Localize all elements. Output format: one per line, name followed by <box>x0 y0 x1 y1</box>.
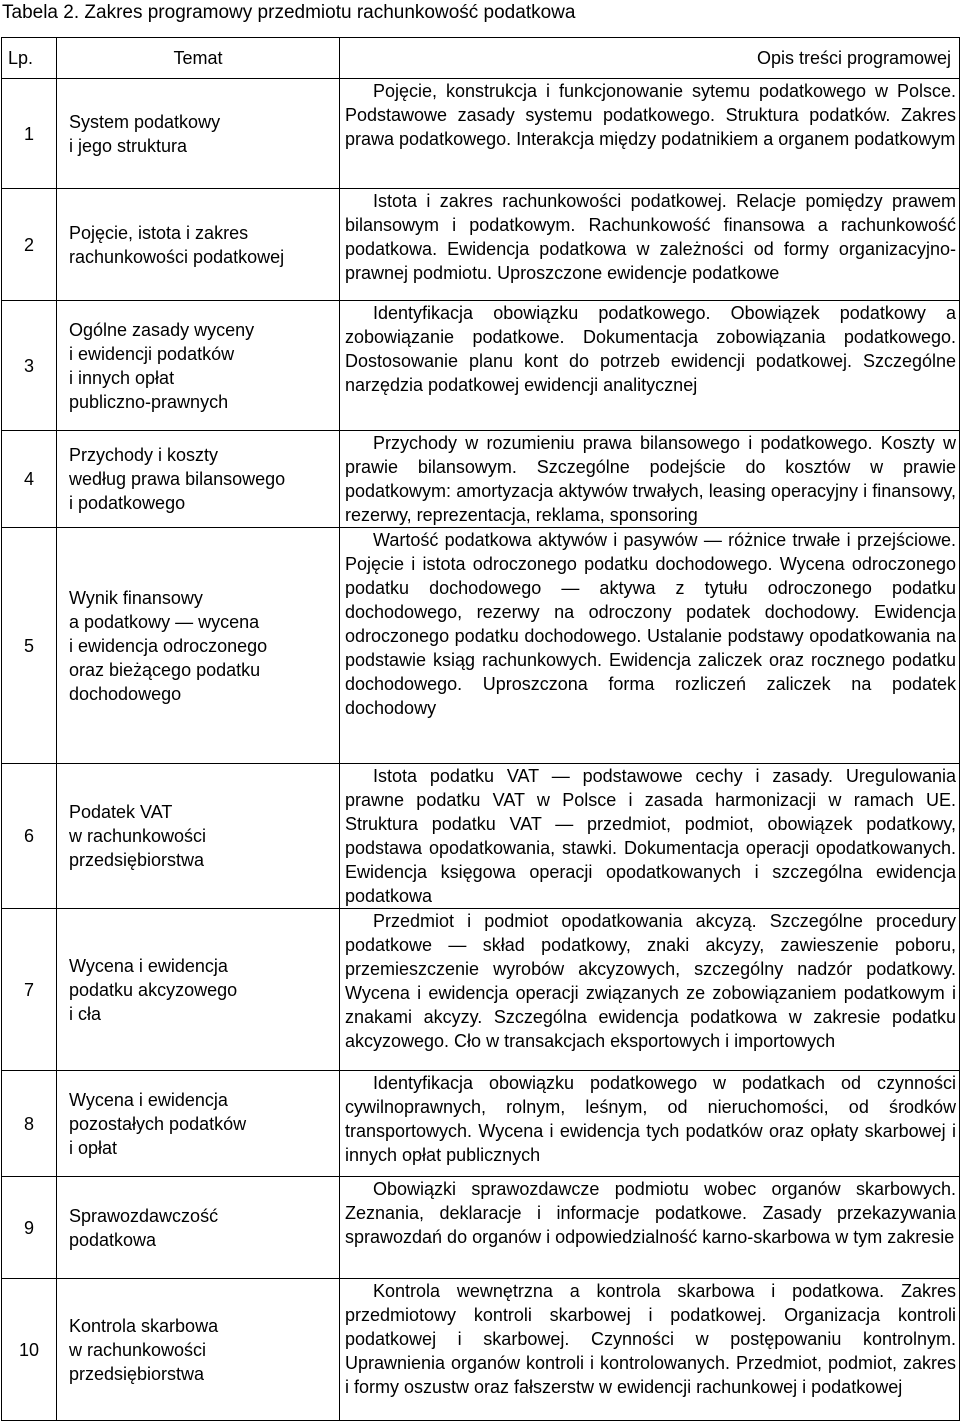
topic-line: podatkowa <box>69 1229 157 1250</box>
row-topic <box>57 909 340 1071</box>
topic-line: Wycena i ewidencja <box>69 955 228 976</box>
table-row <box>2 79 960 189</box>
row-description <box>340 301 960 431</box>
table-row <box>2 1071 960 1177</box>
topic-line: przedsiębiorstwa <box>69 1363 205 1384</box>
topic-line: a podatkowy — wycena <box>69 611 260 632</box>
row-topic <box>57 528 340 764</box>
table-row <box>2 909 960 1071</box>
topic-line: i cła <box>69 1003 102 1024</box>
topic-line: Przychody i koszty <box>69 445 219 465</box>
table-row <box>2 431 960 528</box>
description-text: Obowiązki sprawozdawcze podmiotu wobec organów skarbowych. Zeznania, deklaracje i informacje podatkowe. Zasady przekazywania sprawozdań do organów i odpowiedzialność karno-skarbowa w tym zakresie <box>345 1179 956 1247</box>
row-number: 1 <box>2 79 57 189</box>
table-row <box>2 764 960 909</box>
topic-line: Wynik finansowy <box>69 587 203 608</box>
topic-line: rachunkowości podatkowej <box>69 246 285 267</box>
table-row <box>2 1177 960 1279</box>
topic-line: i innych opłat <box>69 367 175 388</box>
topic-line: i jego struktura <box>69 135 188 156</box>
topic-line: i podatkowego <box>69 493 186 513</box>
header-lp: Lp. <box>2 38 57 79</box>
description-text: Przedmiot i podmiot opodatkowania akcyzą. Szczególne procedury podatkowe — skład podatkowy, znaki akcyzy, zawieszenie poboru, przemieszczenie wyrobów akcyzowych, szczególny nadzór podatkowy. Wycena i ewidencja operacji związanych ze zobowiązaniem podatkowym i znakami akcyzy. Szczególna ewidencja podatkowa w zakresie podatku akcyzowego. Cło w transakcjach eksportowych i importowych <box>345 911 956 1051</box>
row-description <box>340 528 960 764</box>
header-row <box>2 38 960 79</box>
syllabus-table <box>1 37 960 1421</box>
row-description <box>340 1177 960 1279</box>
table-caption: Tabela 2. Zakres programowy przedmiotu rachunkowość podatkowa <box>2 2 576 23</box>
description-text: Istota podatku VAT — podstawowe cechy i zasady. Uregulowania prawne podatku VAT w Polsce i zasada harmonizacji w ramach UE. Struktura podatku VAT — przedmiot, podmiot, obowiązek podatkowy, podstawa opodatkowania, stawki. Dokumentacja operacji opodatkowanych. Ewidencja księgowa operacji opodatkowanych i szczególna ewidencja podatkowa <box>345 766 956 906</box>
topic-line: publiczno-prawnych <box>69 391 229 412</box>
row-topic <box>57 189 340 301</box>
topic-line: oraz bieżącego podatku <box>69 659 261 680</box>
topic-line: dochodowego <box>69 683 182 704</box>
table-row <box>2 1279 960 1421</box>
row-number: 7 <box>2 909 57 1071</box>
row-topic <box>57 1071 340 1177</box>
topic-line: pozostałych podatków <box>69 1113 247 1134</box>
description-text: Identyfikacja obowiązku podatkowego. Obowiązek podatkowy a zobowiązanie podatkowe. Dokumentacja zobowiązania podatkowego. Dostosowanie planu kont do potrzeb ewidencji podatkowej. Szczególne narzędzia podatkowej ewidencji analitycznej <box>345 303 956 395</box>
row-number: 9 <box>2 1177 57 1279</box>
topic-line: przedsiębiorstwa <box>69 850 205 870</box>
row-topic <box>57 764 340 909</box>
topic-line: i ewidencji podatków <box>69 343 235 364</box>
topic-line: Podatek VAT <box>69 802 173 822</box>
header-temat: Temat <box>57 38 340 79</box>
row-topic <box>57 301 340 431</box>
row-number: 4 <box>2 431 57 528</box>
description-text: Identyfikacja obowiązku podatkowego w podatkach od czynności cywilnoprawnych, rolnym, leśnym, od nieruchomości, od środków transportowych. Wycena i ewidencja tych podatków oraz opłaty skarbowej i innych opłat publicznych <box>345 1073 956 1165</box>
row-number: 8 <box>2 1071 57 1177</box>
row-number: 3 <box>2 301 57 431</box>
topic-line: podatku akcyzowego <box>69 979 238 1000</box>
topic-line: w rachunkowości <box>69 826 207 846</box>
row-topic <box>57 1279 340 1421</box>
topic-line: Wycena i ewidencja <box>69 1089 228 1110</box>
table-row <box>2 301 960 431</box>
description-text: Kontrola wewnętrzna a kontrola skarbowa i podatkowa. Zakres przedmiotowy kontroli skarbowej i podatkowej. Organizacja kontroli podatkowej i skarbowej. Czynności w postępowaniu kontrolnym. Uprawnienia organów kontroli i kontrolowanych. Przedmiot, podmiot, zakres i formy oszustw oraz fałszerstw w ewidencji rachunkowej i podatkowej <box>345 1281 956 1397</box>
row-description <box>340 1279 960 1421</box>
topic-line: Ogólne zasady wyceny <box>69 319 255 340</box>
row-topic <box>57 1177 340 1279</box>
topic-line: Sprawozdawczość <box>69 1205 219 1226</box>
topic-line: według prawa bilansowego <box>69 469 286 489</box>
header-opis: Opis treści programowej <box>340 38 960 79</box>
row-description <box>340 79 960 189</box>
row-number: 10 <box>2 1279 57 1421</box>
row-description <box>340 909 960 1071</box>
row-number: 5 <box>2 528 57 764</box>
description-text: Przychody w rozumieniu prawa bilansowego i podatkowego. Koszty w prawie bilansowym. Szczególne podejście do kosztów w prawie podatkowym: amortyzacja aktywów trwałych, leasing operacyjny i finansowy, rezerwy, reprezentacja, reklama, sponsoring <box>345 433 956 525</box>
row-number: 2 <box>2 189 57 301</box>
table-row <box>2 528 960 764</box>
description-text: Pojęcie, konstrukcja i funkcjonowanie sytemu podatkowego w Polsce. Podstawowe zasady systemu podatkowego. Struktura podatków. Zakres prawa podatkowego. Interakcja między podatnikiem a organem podatkowym <box>345 81 956 149</box>
description-text: Istota i zakres rachunkowości podatkowej. Relacje pomiędzy prawem bilansowym i podatkowym. Rachunkowość finansowa a rachunkowość podatkowa. Ewidencja podatkowa w zależności od formy organizacyjno-prawnej podmiotu. Uproszczone ewidencje podatkowe <box>345 191 956 283</box>
topic-line: w rachunkowości <box>69 1339 207 1360</box>
topic-line: Pojęcie, istota i zakres <box>69 222 249 243</box>
topic-line: i opłat <box>69 1137 118 1158</box>
row-number: 6 <box>2 764 57 909</box>
topic-line: i ewidencja odroczonego <box>69 635 268 656</box>
topic-line: System podatkowy <box>69 111 221 132</box>
description-text: Wartość podatkowa aktywów i pasywów — różnice trwałe i przejściowe. Pojęcie i istota odroczonego podatku dochodowego. Wycena odroczonego podatku dochodowego — aktywa z tytułu odroczonego podatku dochodowego, rezerwy na odroczony podatek dochodowy. Ewidencja odroczonego podatku dochodowego. Ustalanie podstawy opodatkowania na podstawie ksiąg rachunkowych. Ewidencja zaliczek oraz rocznego podatku dochodowego. Uproszczona forma rozliczeń zaliczek na podatek dochodowy <box>345 530 956 718</box>
row-description <box>340 431 960 528</box>
table-row <box>2 189 960 301</box>
row-topic <box>57 79 340 189</box>
topic-line: Kontrola skarbowa <box>69 1315 219 1336</box>
row-description <box>340 764 960 909</box>
row-topic <box>57 431 340 528</box>
row-description <box>340 189 960 301</box>
row-description <box>340 1071 960 1177</box>
